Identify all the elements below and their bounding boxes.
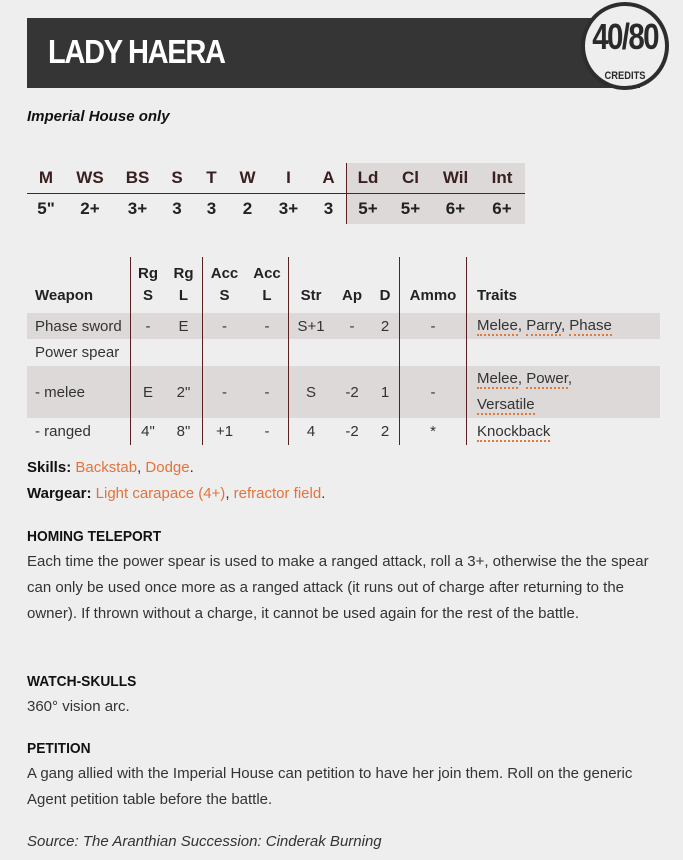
trait-link[interactable]: Phase [569,317,612,334]
skills-label: Skills: [27,459,72,476]
wargear-link[interactable]: Light carapace (4+) [95,485,226,502]
weapon-ammo: * [400,418,467,445]
weapon-str: S+1 [289,313,334,339]
weapon-header-rg-l: Rg L [173,265,194,304]
weapon-row [27,418,660,445]
weapon-rg-l: 8" [176,423,191,440]
weapon-header-acc-s: Acc S [203,257,247,313]
stat-header-ws: WS [65,163,115,194]
stat-value-s: 3 [172,199,182,218]
stat-header-cl: Cl [389,163,432,194]
cost-label: CREDITS [604,70,646,82]
stat-header-m: M [27,163,65,194]
stats-table [27,163,525,224]
weapon-d: 1 [371,366,400,418]
weapon-acc-s: - [203,313,247,339]
stat-header-i: I [266,163,311,194]
stat-value-cl: 5+ [389,194,432,225]
weapon-str: S [289,366,334,418]
stat-header-t: T [194,163,229,194]
stat-header-a: A [311,163,347,194]
skills-line: Skills: Backstab, Dodge. [27,459,194,476]
weapon-acc-l: - [246,366,289,418]
weapon-traits: Melee, Power, Versatile [467,366,661,418]
weapon-rg-s: E [131,366,166,418]
stat-value-w: 2 [242,199,253,218]
weapon-acc-s: - [203,366,247,418]
weapon-rg-l: 2" [165,366,203,418]
stat-value-i: 3+ [278,199,299,218]
fighter-header [27,18,640,88]
weapon-acc-l: - [246,313,289,339]
wargear-line: Wargear: Light carapace (4+), refractor field. [27,485,326,502]
stat-header-w: W [229,163,266,194]
stat-value-bs: 3+ [127,199,148,218]
weapon-row [27,339,660,366]
rule-text: 360° vision arc. [27,698,130,715]
weapon-ammo: - [400,366,467,418]
stat-header-s: S [160,163,194,194]
weapon-acc-l: - [264,423,270,440]
weapon-header-ammo: Ammo [400,257,467,313]
trait-link[interactable]: Versatile [477,396,535,413]
weapon-name: - melee [27,366,131,418]
stat-value-ld: 5+ [347,194,390,225]
weapon-row [27,313,660,339]
weapon-rg-l: E [165,313,203,339]
stat-value-a: 3 [323,199,334,218]
stat-value-ws: 2+ [80,199,100,218]
restriction-note: Imperial House only [27,108,170,125]
weapon-header-acc-l: Acc L [253,265,281,304]
rule-title: WATCH-SKULLS [27,673,137,690]
stat-value-m: 5" [37,199,55,218]
source-citation: Source: The Aranthian Succession: Cinderak Burning [27,833,382,850]
weapon-name: - ranged [35,423,91,440]
weapon-name: Power spear [35,344,120,361]
weapon-ap: - [333,313,371,339]
weapon-header-name: Weapon [35,287,94,304]
weapon-rg-s: - [131,313,166,339]
fighter-name: LADY HAERA [48,33,225,70]
weapon-header-str: Str [289,257,334,313]
weapon-ap: -2 [345,423,359,440]
stat-header-ld: Ld [347,163,390,194]
weapon-d: 2 [371,313,400,339]
weapon-header-traits: Traits [467,257,661,313]
weapons-table [27,257,660,445]
weapon-name: Phase sword [27,313,131,339]
rule-title: HOMING TELEPORT [27,528,162,545]
stat-value-wil: 6+ [432,194,479,225]
rule-title: PETITION [27,740,91,757]
stat-value-int: 6+ [479,194,525,225]
rule-text: Each time the power spear is used to make a ranged attack, roll a 3+, otherwise the the spear can only be used once more as a ranged attack (it runs out of charge after returning to the owner). If thrown without a charge, it cannot be used again for the rest of the battle. [27,553,649,622]
weapon-rg-s: 4" [131,418,166,445]
trait-link[interactable]: Melee [477,317,518,334]
weapon-header-rg-s: Rg S [131,257,166,313]
stat-value-t: 3 [206,199,217,218]
weapon-str: 4 [289,418,334,445]
weapon-header-ap: Ap [342,287,362,304]
weapon-acc-s: +1 [203,418,247,445]
cost-value: 40/80 [592,16,658,57]
wargear-label: Wargear: [27,485,92,502]
weapon-d: 2 [380,423,390,440]
stat-header-wil: Wil [432,163,479,194]
stat-header-bs: BS [115,163,160,194]
weapon-ammo: - [400,313,467,339]
weapon-traits [467,418,661,445]
wargear-link[interactable]: refractor field [233,485,322,502]
trait-link[interactable]: Power [526,370,568,387]
weapon-header-d: D [379,287,391,304]
trait-link[interactable]: Melee [477,370,518,387]
rule-text: A gang allied with the Imperial House can petition to have her join them. Roll on the generic Agent petition table before the battle. [27,765,633,808]
stat-header-int: Int [479,163,525,194]
cost-badge [581,2,669,90]
trait-link[interactable]: Knockback [477,422,551,440]
weapon-row [27,366,660,418]
skill-link[interactable]: Backstab [75,459,138,476]
trait-link[interactable]: Parry [526,317,561,334]
skill-link[interactable]: Dodge [145,459,190,476]
weapon-ap: -2 [333,366,371,418]
weapon-traits: Melee, Parry, Phase [467,313,661,339]
